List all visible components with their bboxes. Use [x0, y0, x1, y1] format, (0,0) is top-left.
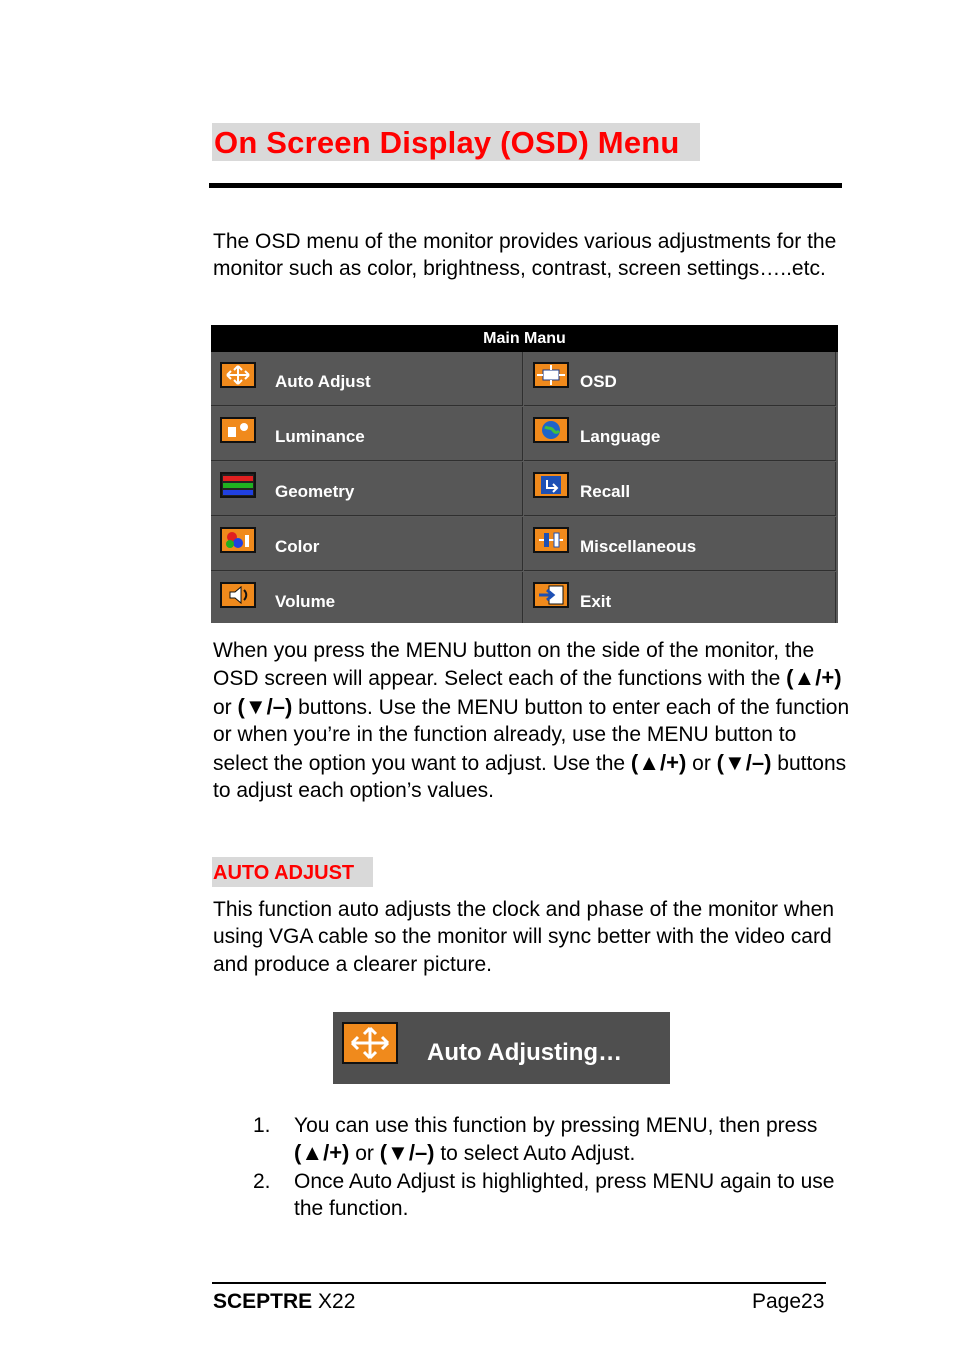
- osd-item-label: Auto Adjust: [275, 372, 371, 391]
- down-minus-button-label: (▼/–): [379, 1140, 435, 1166]
- list-item: 1. You can use this function by pressing MENU, then press (▲/+) or (▼/–) to select Auto Adjust.: [253, 1114, 818, 1166]
- osd-item-geometry[interactable]: [211, 462, 523, 516]
- title-divider: [209, 183, 842, 188]
- osd-item-label: Language: [580, 427, 661, 446]
- auto-adjust-heading-block: [212, 857, 373, 887]
- osd-item-recall[interactable]: [524, 462, 836, 516]
- auto-adjust-icon: [220, 362, 256, 388]
- footer-model: X22: [312, 1290, 356, 1313]
- osd-item-label: OSD: [580, 372, 617, 391]
- osd-item-language[interactable]: [524, 407, 836, 461]
- footer-divider: [212, 1282, 826, 1284]
- miscellaneous-icon: [533, 527, 569, 553]
- language-icon: [533, 417, 569, 443]
- recall-icon: [533, 472, 569, 498]
- osd-item-label: Recall: [580, 482, 631, 501]
- up-plus-button-label: (▲/+): [786, 665, 842, 691]
- intro-paragraph: The OSD menu of the monitor provides various adjustments for the monitor such as color, brightness, contrast, screen settings…..etc.: [213, 230, 837, 281]
- volume-icon: [220, 582, 256, 608]
- down-minus-button-label: (▼/–): [237, 693, 293, 719]
- osd-item-label: Color: [275, 537, 320, 556]
- page-title: On Screen Display (OSD) Menu: [214, 125, 680, 160]
- osd-item-label: Volume: [275, 592, 336, 611]
- osd-item-exit[interactable]: [524, 572, 836, 623]
- osd-item-label: Luminance: [275, 427, 365, 446]
- osd-item-osd[interactable]: [524, 352, 836, 406]
- osd-item-label: Exit: [580, 592, 612, 611]
- osd-item-label: Geometry: [275, 482, 355, 501]
- geometry-icon: [220, 472, 256, 498]
- osd-item-color[interactable]: [211, 517, 523, 571]
- osd-item-auto-adjust[interactable]: [211, 352, 523, 406]
- page-title-block: [212, 123, 700, 161]
- auto-adjust-icon: [342, 1022, 398, 1064]
- usage-paragraph: When you press the MENU button on the side of the monitor, the OSD screen will appear. Select each of the functions with the (▲/+) or (▼/–) buttons. Use the MENU button to enter each of the function or when you’re in the function already, use the MENU button to select the option you want to adjust. Use the (▲/+) or (▼/–) buttons to adjust each option’s values.: [213, 639, 850, 803]
- up-plus-button-label: (▲/+): [294, 1140, 350, 1166]
- auto-adjust-paragraph: This function auto adjusts the clock and phase of the monitor when using VGA cable so the monitor will sync better with the video card and produce a clearer picture.: [213, 898, 835, 976]
- auto-adjusting-label: Auto Adjusting…: [427, 1039, 623, 1066]
- auto-adjust-steps: [253, 1112, 853, 1223]
- footer-product: [213, 1290, 355, 1314]
- osd-item-label: Miscellaneous: [580, 537, 697, 556]
- footer-page-number: Page23: [752, 1290, 825, 1313]
- luminance-icon: [220, 417, 256, 443]
- footer-brand: SCEPTRE: [213, 1290, 313, 1313]
- osd-item-volume[interactable]: [211, 572, 523, 623]
- color-icon: [220, 527, 256, 553]
- up-plus-button-label: (▲/+): [630, 749, 687, 775]
- list-item: 2. Once Auto Adjust is highlighted, press MENU again to use the function.: [253, 1169, 835, 1221]
- exit-icon: [533, 582, 569, 608]
- osd-main-menu: [211, 325, 838, 623]
- osd-menu-header: Main Manu: [211, 325, 838, 352]
- osd-item-miscellaneous[interactable]: [524, 517, 836, 571]
- down-minus-button-label: (▼/–): [716, 749, 772, 775]
- auto-adjust-heading: AUTO ADJUST: [213, 862, 355, 884]
- osd-icon: [533, 362, 569, 388]
- osd-menu-grid: [211, 352, 838, 623]
- osd-item-luminance[interactable]: [211, 407, 523, 461]
- auto-adjusting-status-bar: [333, 1012, 670, 1084]
